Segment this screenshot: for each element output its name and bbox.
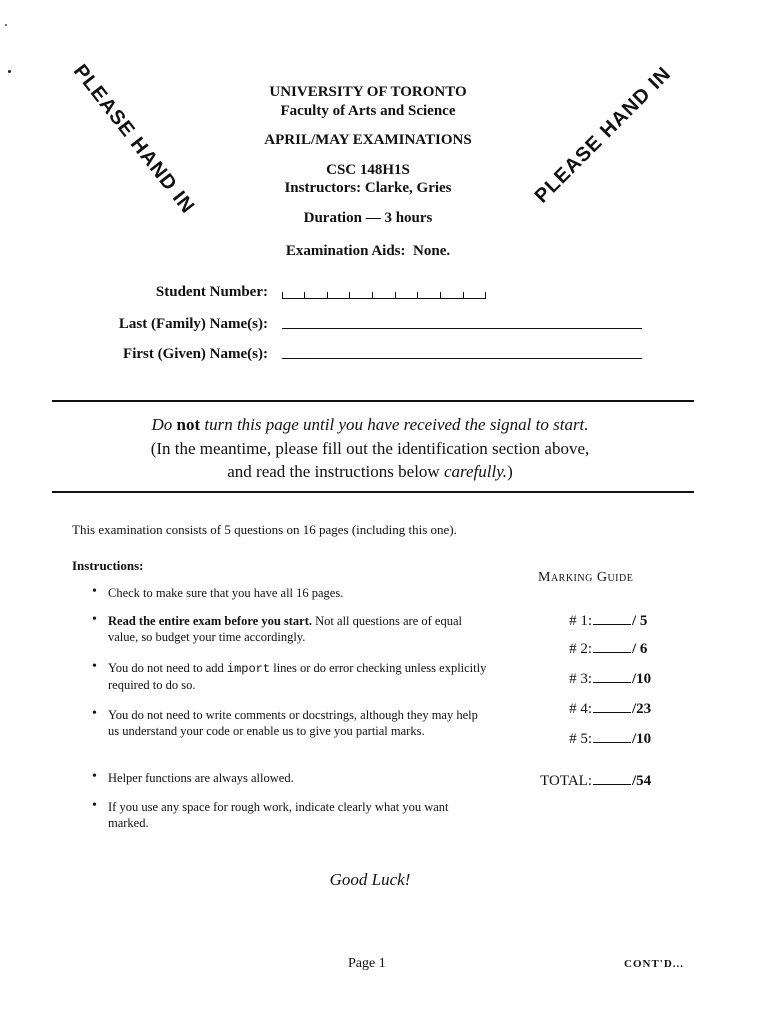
divider-top [52, 400, 694, 402]
notice-line-2: (In the meantime, please fill out the identification section above, [150, 439, 590, 458]
last-name-field[interactable] [282, 328, 642, 329]
marking-guide-row: # 3: /10 [569, 671, 652, 687]
please-hand-in-stamp-left: PLEASE HAND IN [68, 60, 199, 219]
student-number-field[interactable] [282, 290, 486, 299]
instruction-item: • Read the entire exam before you start. Not all questions are of equal value, so budget your time accordingly. [92, 612, 462, 644]
exam-aids-value: None. [413, 243, 451, 259]
instruction-item: • You do not need to add import lines or do error checking unless explicitly required to do so. [92, 659, 487, 692]
course-code: CSC 148H1S [326, 162, 410, 178]
good-luck: Good Luck! [329, 870, 411, 889]
page-number: Page 1 [348, 956, 386, 971]
divider-bottom [52, 491, 694, 493]
marking-guide-row: # 1: / 5 [569, 613, 648, 629]
instruction-item: • Helper functions are always allowed. [92, 769, 294, 785]
exam-intro: This examination consists of 5 questions on 16 pages (including this one). [72, 522, 457, 537]
notice-line-1: Do not turn this page until you have received the signal to start. [151, 415, 589, 434]
instruction-item: • Check to make sure that you have all 16 pages. [92, 584, 344, 600]
exam-aids-label: Examination Aids: [285, 243, 406, 259]
university-name: UNIVERSITY OF TORONTO [269, 84, 467, 100]
please-hand-in-stamp-right: PLEASE HAND IN [530, 62, 676, 208]
exam-period: APRIL/MAY EXAMINATIONS [264, 132, 472, 148]
first-name-field[interactable] [282, 358, 642, 359]
instructors: Instructors: Clarke, Gries [284, 180, 452, 196]
instruction-item: • If you use any space for rough work, indicate clearly what you want marked. [92, 798, 449, 830]
marking-guide-row: # 5: /10 [569, 731, 652, 747]
marking-guide-title: Marking Guide [538, 570, 634, 585]
marking-guide-row: # 2: / 6 [569, 641, 648, 657]
faculty-name: Faculty of Arts and Science [280, 103, 456, 119]
instructions-heading: Instructions: [72, 558, 144, 573]
student-number-label: Student Number: [155, 284, 268, 300]
exam-aids [200, 242, 536, 261]
marking-guide-row: # 4: /23 [569, 701, 652, 717]
last-name-label: Last (Family) Name(s): [118, 316, 268, 332]
notice-line-3: and read the instructions below carefully.) [227, 462, 513, 481]
continued-note: CONT'D... [624, 958, 685, 970]
duration: Duration — 3 hours [303, 210, 433, 226]
marking-guide-total: TOTAL: /54 [540, 773, 652, 789]
first-name-label: First (Given) Name(s): [123, 346, 268, 362]
margin-dot [8, 70, 11, 73]
margin-dot [5, 24, 7, 26]
instruction-item: • You do not need to write comments or docstrings, although they may help us understand your code or enable us to give you partial marks. [92, 706, 478, 738]
